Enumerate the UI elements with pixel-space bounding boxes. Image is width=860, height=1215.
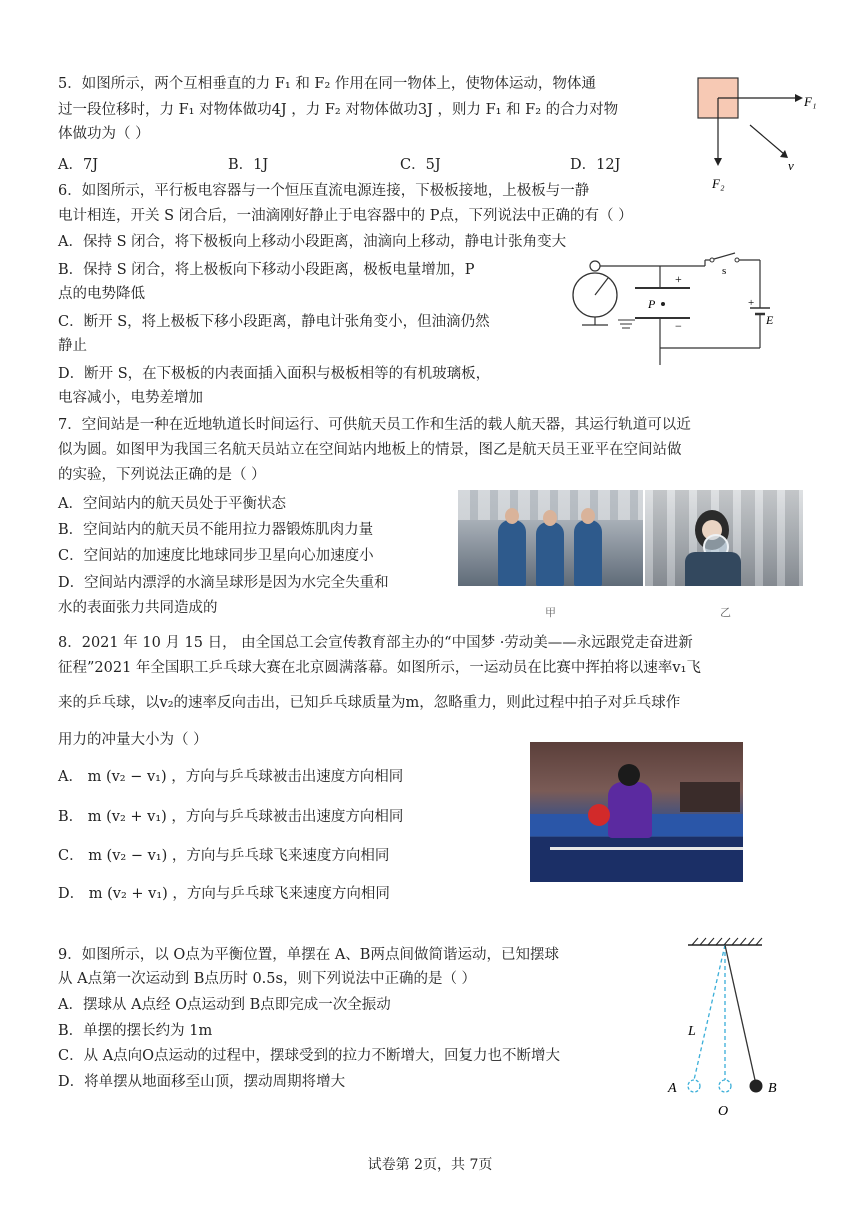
q6-label-e: E <box>766 313 774 327</box>
q7-line3: 的实验，下列说法正确的是（ ） <box>58 467 266 483</box>
q9-option-d: D．将单摆从地面移至山顶，摆动周期将增大 <box>58 1074 346 1090</box>
q6-label-p: P <box>648 297 656 311</box>
q5-option-b: B．1J <box>228 157 269 173</box>
q9-line2: 从 A点第一次运动到 B点历时 0.5s，则下列说法中正确的是（ ） <box>58 971 477 987</box>
q7-line1: 7．空间站是一种在近地轨道长时间运行、可供航天员工作和生活的载人航天器，其运行轨道可以近 <box>58 417 691 433</box>
q5-option-c: C．5J <box>400 157 441 173</box>
q7-caption-yi: 乙 <box>720 606 731 619</box>
q6-option-b-line2: 点的电势降低 <box>58 286 145 302</box>
q6-label-switch: s <box>722 265 727 277</box>
q8-option-c: C． m (v₂ − v₁) ，方向与乒乓球飞来速度方向相同 <box>58 848 390 864</box>
q5-option-a: A．7J <box>58 157 99 173</box>
q8-line2: 征程”2021 年全国职工乒乓球大赛在北京圆满落幕。如图所示，一运动员在比赛中挥拍将以速率v₁飞 <box>58 660 701 676</box>
q6-plus-sign: + <box>675 272 682 286</box>
q7-photo-experiment <box>645 490 803 586</box>
q5-label-v: v <box>788 158 794 173</box>
q5-line3: 体做功为（ ） <box>58 126 150 142</box>
q5-label-f2: F₂ <box>712 176 725 191</box>
q8-photo-table-tennis <box>530 742 743 882</box>
q6-battery-plus: + <box>748 297 755 309</box>
q9-option-b: B．单摆的摆长约为 1m <box>58 1023 213 1039</box>
q8-option-a: A． m (v₂ − v₁) ，方向与乒乓球被击出速度方向相同 <box>58 769 404 785</box>
q6-line1: 6．如图所示，平行板电容器与一个恒压直流电源连接，下极板接地，上极板与一静 <box>58 183 590 199</box>
q7-option-b: B．空间站内的航天员不能用拉力器锻炼肌肉力量 <box>58 522 374 538</box>
q9-label-a: A <box>668 1081 677 1096</box>
page-footer: 试卷第 2页，共 7页 <box>367 1157 493 1173</box>
q6-option-d-line2: 电容减小，电势差增加 <box>58 390 203 406</box>
q8-line4: 用力的冲量大小为（ ） <box>58 732 208 748</box>
q6-option-d-line1: D．断开 S，在下极板的内表面插入面积与极板相等的有机玻璃板， <box>58 366 491 382</box>
q9-option-a: A．摆球从 A点经 O点运动到 B点即完成一次全振动 <box>58 997 391 1013</box>
q7-line2: 似为圆。如图甲为我国三名航天员站立在空间站内地板上的情景，图乙是航天员王亚平在空间站做 <box>58 442 682 458</box>
q5-line1: 5．如图所示，两个互相垂直的力 F₁ 和 F₂ 作用在同一物体上，使物体运动，物体通 <box>58 76 596 92</box>
q9-line1: 9．如图所示，以 O点为平衡位置，单摆在 A、B两点间做简谐运动，已知摆球 <box>58 947 559 963</box>
q9-pendulum-diagram <box>660 935 795 1130</box>
q8-option-b: B． m (v₂ + v₁) ，方向与乒乓球被击出速度方向相同 <box>58 809 404 825</box>
q7-caption-jia: 甲 <box>545 606 556 619</box>
q9-label-b: B <box>768 1081 777 1096</box>
q7-photo-astronauts <box>458 490 643 586</box>
q9-label-l: L <box>688 1024 696 1039</box>
q6-minus-sign: − <box>675 319 682 333</box>
q7-option-d-line2: 水的表面张力共同造成的 <box>58 600 218 616</box>
q8-line1: 8．2021 年 10 月 15 日， 由全国总工会宣传教育部主办的“中国梦 ·劳动美——永远跟党走奋进新 <box>58 635 693 651</box>
q6-option-c-line1: C．断开 S，将上极板下移小段距离，静电计张角变小，但油滴仍然 <box>58 314 490 330</box>
q6-option-a: A．保持 S 闭合，将下极板向上移动小段距离，油滴向上移动，静电计张角变大 <box>58 234 567 250</box>
q5-label-f1: F₁ <box>804 94 817 109</box>
q7-option-a: A．空间站内的航天员处于平衡状态 <box>58 496 286 512</box>
q6-capacitor-circuit <box>560 250 800 370</box>
q7-option-c: C．空间站的加速度比地球同步卫星向心加速度小 <box>58 548 374 564</box>
q6-option-b-line1: B．保持 S 闭合，将上极板向下移动小段距离，极板电量增加，P <box>58 262 475 278</box>
q6-option-c-line2: 静止 <box>58 338 87 354</box>
q8-option-d: D． m (v₂ + v₁) ，方向与乒乓球飞来速度方向相同 <box>58 886 390 902</box>
q7-option-d-line1: D．空间站内漂浮的水滴呈球形是因为水完全失重和 <box>58 575 389 591</box>
q5-force-diagram <box>690 70 830 195</box>
q8-line3: 来的乒乓球，以v₂的速率反向击出，已知乒乓球质量为m，忽略重力，则此过程中拍子对乒乓球作 <box>58 695 681 711</box>
q9-option-c: C．从 A点向O点运动的过程中，摆球受到的拉力不断增大，回复力也不断增大 <box>58 1048 561 1064</box>
q5-option-d: D．12J <box>570 157 621 173</box>
q6-line2: 电计相连，开关 S 闭合后，一油滴刚好静止于电容器中的 P点，下列说法中正确的有（ ） <box>58 208 633 224</box>
q9-label-o: O <box>718 1104 729 1119</box>
q5-line2: 过一段位移时，力 F₁ 对物体做功4J ，力 F₂ 对物体做功3J ，则力 F₁ 和 F₂ 的合力对物 <box>58 102 619 118</box>
